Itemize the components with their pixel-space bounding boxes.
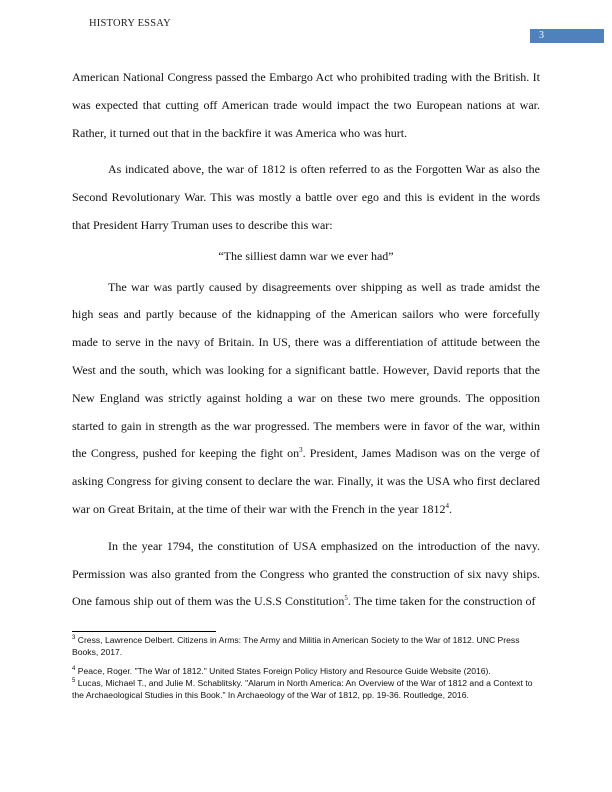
- footnote-ref-4[interactable]: 4: [445, 501, 450, 510]
- footnote-4-text: Peace, Roger. "The War of 1812." United States Foreign Policy History and Resource Guide Website (2016).: [75, 666, 491, 676]
- page-number: 3: [539, 30, 544, 41]
- footnote-5: [72, 677, 542, 701]
- footnote-4: [72, 665, 542, 677]
- footnote-ref-5[interactable]: 5: [344, 594, 348, 603]
- footnote-3: [72, 634, 542, 658]
- footnote-3-text: Cress, Lawrence Delbert. Citizens in Arms: The Army and Militia in American Society to the War of 1812. UNC Press Books, 2017.: [72, 635, 520, 657]
- footnote-mark-5: 5: [72, 678, 76, 685]
- header-title: HISTORY ESSAY: [89, 18, 171, 29]
- footnote-ref-3[interactable]: 3: [299, 446, 303, 455]
- footnote-separator: [72, 631, 216, 632]
- paragraph-3: [72, 274, 540, 524]
- paragraph-3-text-b: . President, James Madison was on the verge of asking Congress for giving consent to declare the war. Finally, it was the USA who first declared war on Great Britain, at the time of their war with the French in the year 1812: [72, 446, 540, 516]
- paragraph-3-text-c: .: [449, 501, 453, 516]
- paragraph-2: As indicated above, the war of 1812 is often referred to as the Forgotten War as also the Second Revolutionary War. This was mostly a battle over ego and this is evident in the words that President Harry Truman uses to describe this war:: [72, 162, 540, 232]
- paragraph-3-text-a: The war was partly caused by disagreements over shipping as well as trade amidst the high seas and partly because of the kidnapping of the American sailors who were forcefully made to serve in the navy of Britain. In US, there was a differentiation of attitude between the West and the south, which was looking for a significant battle. However, David reports that the New England was strictly against holding a war on these two mere grounds. The opposition started to gain in strength as the war progressed. The members were in favor of the war, within the Congress, pushed for keeping the fight on: [72, 279, 540, 461]
- block-quote: “The silliest damn war we ever had”: [218, 248, 394, 263]
- paragraph-4-text-a: In the year 1794, the constitution of USA emphasized on the introduction of the navy. Permission was also granted from the Congress who granted the construction of six navy ships. One famous ship out of them was the U.S.S Constitution: [72, 538, 540, 609]
- footnote-5-text: Lucas, Michael T., and Julie M. Schablitsky. "Alarum in North America: An Overview of the War of 1812 and a Context to the Archaeological Studies in this Book." In Archaeology of the War of 1812, pp. 19-36. Routledge, 2016.: [72, 678, 533, 700]
- paragraph-4: [72, 533, 540, 616]
- footnotes: [72, 634, 542, 701]
- footnote-mark-3: 3: [72, 635, 76, 642]
- page-number-badge: [530, 29, 604, 43]
- paragraph-1: American National Congress passed the Embargo Act who prohibited trading with the British. It was expected that cutting off American trade would impact the two European nations at war. Rather, it turned out that in the backfire it was America who was hurt.: [72, 70, 540, 140]
- paragraph-4-text-b: . The time taken for the construction of: [347, 594, 536, 609]
- essay-body: [72, 64, 540, 616]
- footnote-mark-4: 4: [72, 666, 76, 673]
